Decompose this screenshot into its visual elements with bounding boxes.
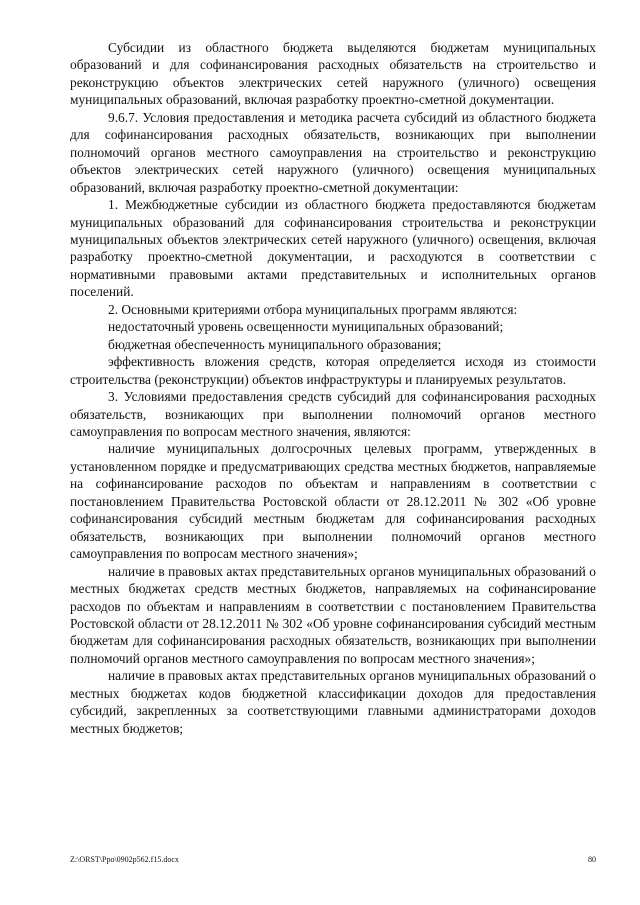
paragraph-criterion-budget: бюджетная обеспеченность муниципального образования;: [108, 336, 442, 352]
paragraph-criterion-lighting: недостаточный уровень освещенности муниципальных образований;: [108, 319, 504, 335]
paragraph-item-3: 3. Условиями предоставления средств субсидий для софинансирования расходных обязательств, возникающих при выполнении полномочий органов местного самоуправления по вопросам местного значения, являются:: [70, 389, 596, 439]
paragraph-subsidies-allocation: Субсидии из областного бюджета выделяются бюджетам муниципальных образований и для софинансирования расходных обязательств на строительство и реконструкцию объектов электрических сетей наружного (уличного) освещения муниципальных образований, включая разработку проектно-сметной документации.: [70, 40, 596, 108]
footer-file-path: Z:\ORST\Ppo\0902p562.f15.docx: [70, 855, 179, 864]
paragraph-section-9-6-7: 9.6.7. Условия предоставления и методика расчета субсидий из областного бюджета для софинансирования расходных обязательств, возникающих при выполнении полномочий органов местного самоуправления на строительство и реконструкцию объектов электрических сетей наружного (уличного) освещения муниципальных образований, включая разработку проектно-сметной документации:: [70, 109, 596, 195]
paragraph-condition-programs: наличие муниципальных долгосрочных целевых программ, утвержденных в установленном порядке и предусматривающих средства местных бюджетов, направляемые на софинансирование расходов по объектам и направлениям в соответствии с постановлением Правительства Ростовской области от 28.12.2011 № 302 «Об уровне софинансирования субсидий местным бюджетам для софинансирования расходных обязательств, возникающих при выполнении полномочий органов местного самоуправления по вопросам местного значения»;: [70, 441, 596, 562]
paragraph-criterion-efficiency: эффективность вложения средств, которая определяется исходя из стоимости строительства (реконструкции) объектов инфраструктуры и планируемых результатов.: [70, 354, 596, 387]
paragraph-condition-budget-funds: наличие в правовых актах представительных органов муниципальных образований о местных бюджетах средств местных бюджетов, направляемых на софинансирование расходов по объектам и направлениям в соответствии с постановлением Правительства Ростовской области от 28.12.2011 № 302 «Об уровне софинансирования субсидий местным бюджетам для софинансирования расходных обязательств, возникающих при выполнении полномочий органов местного самоуправления по вопросам местного значения»;: [70, 563, 596, 666]
footer-page-number: 80: [588, 855, 596, 864]
paragraph-item-1: 1. Межбюджетные субсидии из областного бюджета предоставляются бюджетам муниципальных образований для софинансирования строительства и реконструкции муниципальных объектов электрических сетей наружного (уличного) освещения, включая разработку проектно-сметной документации, и расходуются в соответствии с нормативными правовыми актами представительных и исполнительных органов поселений.: [70, 197, 596, 300]
paragraph-item-2: 2. Основными критериями отбора муниципальных программ являются:: [108, 301, 518, 317]
document-body: [70, 39, 596, 737]
paragraph-condition-budget-codes: наличие в правовых актах представительных органов муниципальных образований о местных бюджетах кодов бюджетной классификации доходов для предоставления субсидий, закрепленных за соответствующими главными администраторами доходов местных бюджетов;: [70, 668, 596, 736]
